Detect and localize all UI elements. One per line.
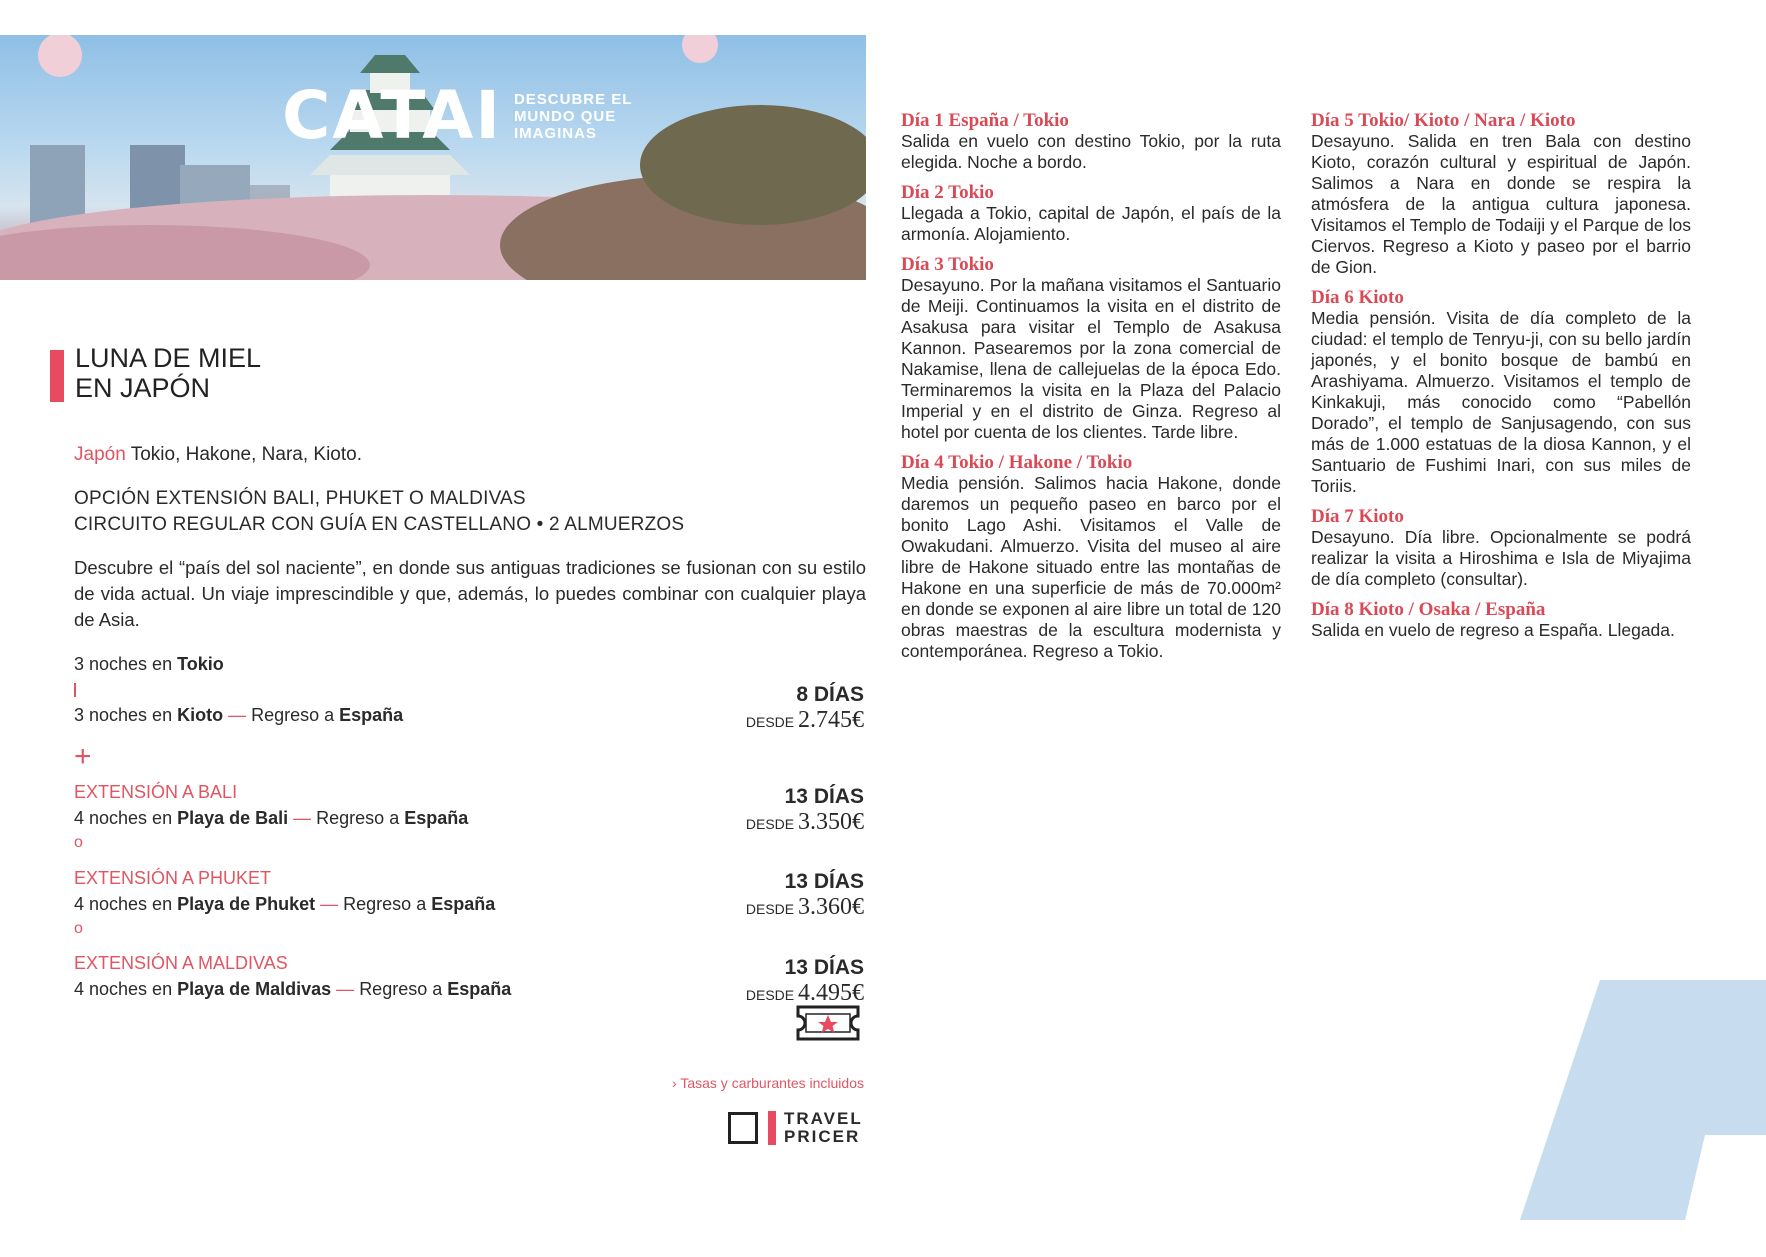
stay-place: Playa de Bali: [177, 808, 289, 828]
tagline-line-2: MUNDO QUE: [513, 107, 617, 125]
return-label: Regreso a: [251, 705, 340, 725]
stay-label: 4 noches en: [74, 979, 178, 999]
price-block: [746, 956, 864, 1007]
option-extension: OPCIÓN EXTENSIÓN BALI, PHUKET O MALDIVAS: [74, 488, 526, 509]
price-block: [746, 785, 864, 836]
price-amount: 4.495€: [798, 980, 864, 1006]
stay-label: 4 noches en: [74, 808, 178, 828]
or-separator: o: [74, 834, 83, 851]
extension-label: EXTENSIÓN A PHUKET: [74, 868, 272, 888]
travel-pricer-line-2: PRICER: [784, 1127, 861, 1146]
day-entry: [1311, 287, 1691, 497]
itinerary-column-2: [1311, 110, 1691, 650]
price-block: [746, 683, 864, 734]
option-circuit: CIRCUITO REGULAR CON GUÍA EN CASTELLANO • 2 ALMUERZOS: [74, 514, 685, 535]
day-title: Día 5 Tokio/ Kioto / Nara / Kioto: [1311, 110, 1576, 131]
day-title: Día 7 Kioto: [1311, 506, 1404, 527]
extension-stay: [74, 894, 495, 915]
return-city: España: [447, 979, 512, 999]
day-title: Día 3 Tokio: [901, 254, 994, 275]
stay-label: 3 noches en: [74, 654, 178, 674]
destination-line: [74, 444, 362, 466]
return-label: Regreso a: [359, 979, 448, 999]
extension-label: EXTENSIÓN A BALI: [74, 782, 238, 802]
price-amount: 3.350€: [798, 809, 864, 835]
day-entry: [901, 110, 1281, 173]
hero-image: [0, 35, 866, 280]
calculator-icon: [728, 1112, 758, 1144]
stay-city: Tokio: [177, 654, 224, 674]
country: Japón: [74, 444, 126, 465]
dash: —: [223, 705, 252, 725]
return-city: España: [431, 894, 496, 914]
tagline-line-3: IMAGINAS: [513, 124, 597, 142]
day-entry: [1311, 110, 1691, 278]
logo-bar: [768, 1111, 776, 1145]
stay-kioto: [74, 705, 403, 726]
logo-tagline: [514, 91, 633, 142]
extension-label: EXTENSIÓN A MALDIVAS: [74, 953, 288, 973]
day-entry: [901, 452, 1281, 662]
travel-pricer-text: [784, 1110, 863, 1146]
day-text: Llegada a Tokio, capital de Japón, el país de la armonía. Alojamiento.: [901, 203, 1281, 244]
catai-logo: [282, 77, 633, 154]
dash: —: [315, 894, 344, 914]
day-text: Desayuno. Por la mañana visitamos el Santuario de Meiji. Continuamos la visita en el distrito de Asakusa para visitar el Templo de Asakusa Kannon. Pasearemos por la zona comercial de Nakamise, llena de callejuelas de la época Edo. Terminaremos la visita en la Plaza del Palacio Imperial y en el distrito de Ginza. Regreso al hotel por cuenta de los clientes. Tarde libre.: [901, 275, 1281, 442]
stay-city: Kioto: [177, 705, 224, 725]
day-entry: [901, 254, 1281, 443]
day-entry: [901, 182, 1281, 245]
extension-stay: [74, 808, 468, 829]
taxes-text: Tasas y carburantes incluidos: [680, 1075, 864, 1091]
price-from: DESDE: [745, 714, 798, 730]
page-title: [75, 343, 261, 403]
logo-text: CATAI: [282, 77, 502, 154]
trip-description: Descubre el “país del sol naciente”, en donde sus antiguas tradiciones se fusionan con su estilo de vida actual. Un viaje imprescindible y que, además, lo puedes combinar con cualquier playa de Asia.: [74, 557, 866, 630]
day-text: Desayuno. Salida en tren Bala con destino Kioto, corazón cultural y espiritual de Japón. Salimos a Nara en donde se respira la atmósfera de la antigua cultura japonesa. Visitamos el Templo de Todaiji y el Parque de los Ciervos. Regreso a Kioto y paseo por el barrio de Gion.: [1311, 131, 1691, 277]
chevron-right-icon: ›: [672, 1075, 681, 1091]
extension-stay: [74, 979, 511, 1000]
day-text: Salida en vuelo de regreso a España. Llegada.: [1311, 620, 1675, 640]
stay-tokio: [74, 654, 224, 675]
day-entry: [1311, 599, 1691, 641]
price-block: [746, 870, 864, 921]
plus-icon: +: [74, 740, 92, 773]
day-entry: [1311, 506, 1691, 590]
day-text: Media pensión. Salimos hacia Hakone, donde daremos un pequeño paseo en barco por el bonito Lago Ashi. Visitamos el Valle de Owakudani. Almuerzo. Visita del museo al aire libre de Hakone situado entre las montañas de Hakone en una superficie de más de 70.000m² en donde se exponen al aire libre un total de 120 obras maestras de la escultura modernista y contemporánea. Regreso a Tokio.: [901, 473, 1281, 661]
or-separator: o: [74, 920, 83, 937]
price-days: 13 DÍAS: [784, 785, 864, 808]
price-days: 13 DÍAS: [784, 956, 864, 979]
return-city: España: [404, 808, 469, 828]
ticket-icon: [792, 1004, 864, 1042]
title-accent-bar: [50, 350, 64, 402]
stay-label: 3 noches en: [74, 705, 178, 725]
cities: Tokio, Hakone, Nara, Kioto.: [125, 444, 363, 465]
castle-illustration: [0, 35, 866, 280]
itinerary-column-1: [901, 110, 1281, 671]
return-label: Regreso a: [316, 808, 405, 828]
stay-place: Playa de Phuket: [177, 894, 316, 914]
day-title: Día 4 Tokio / Hakone / Tokio: [901, 452, 1133, 473]
price-amount: 2.745€: [798, 707, 864, 733]
itinerary-separator: [74, 683, 76, 697]
return-label: Regreso a: [343, 894, 432, 914]
day-text: Media pensión. Visita de día completo de la ciudad: el templo de Tenryu-ji, con su bello jardín japonés, y el bonito bosque de bambú en Arashiyama. Almuerzo. Visitamos el templo de Kinkakuji, más conocido como “Pabellón Dorado”, el templo de Sanjusagendo, con sus más de 1.000 estatuas de la diosa Kannon, y el Santuario de Fushimi Inari, con sus miles de Toriis.: [1311, 308, 1691, 496]
options: [74, 486, 684, 538]
price-amount: 3.360€: [798, 894, 864, 920]
day-text: Salida en vuelo con destino Tokio, por la ruta elegida. Noche a bordo.: [901, 131, 1281, 172]
travel-pricer-line-1: TRAVEL: [784, 1109, 863, 1128]
stay-place: Playa de Maldivas: [177, 979, 332, 999]
stay-label: 4 noches en: [74, 894, 178, 914]
tagline-line-1: DESCUBRE EL: [513, 90, 633, 108]
travel-pricer-logo: [728, 1110, 863, 1146]
price-days: 8 DÍAS: [796, 683, 864, 706]
day-title: Día 8 Kioto / Osaka / España: [1311, 599, 1546, 620]
day-title: Día 1 España / Tokio: [901, 110, 1069, 131]
price-from: DESDE: [745, 901, 798, 917]
day-title: Día 2 Tokio: [901, 182, 994, 203]
dash: —: [288, 808, 317, 828]
return-city: España: [339, 705, 404, 725]
dash: —: [331, 979, 360, 999]
price-from: DESDE: [745, 987, 798, 1003]
price-days: 13 DÍAS: [784, 870, 864, 893]
taxes-note: [672, 1075, 864, 1091]
day-text: Desayuno. Día libre. Opcionalmente se podrá realizar la visita a Hiroshima e Isla de Miyajima de día completo (consultar).: [1311, 527, 1691, 589]
title-line-2: EN JAPÓN: [75, 373, 211, 403]
day-title: Día 6 Kioto: [1311, 287, 1404, 308]
title-line-1: LUNA DE MIEL: [75, 343, 262, 373]
price-from: DESDE: [745, 816, 798, 832]
decorative-shape: [1520, 980, 1766, 1220]
